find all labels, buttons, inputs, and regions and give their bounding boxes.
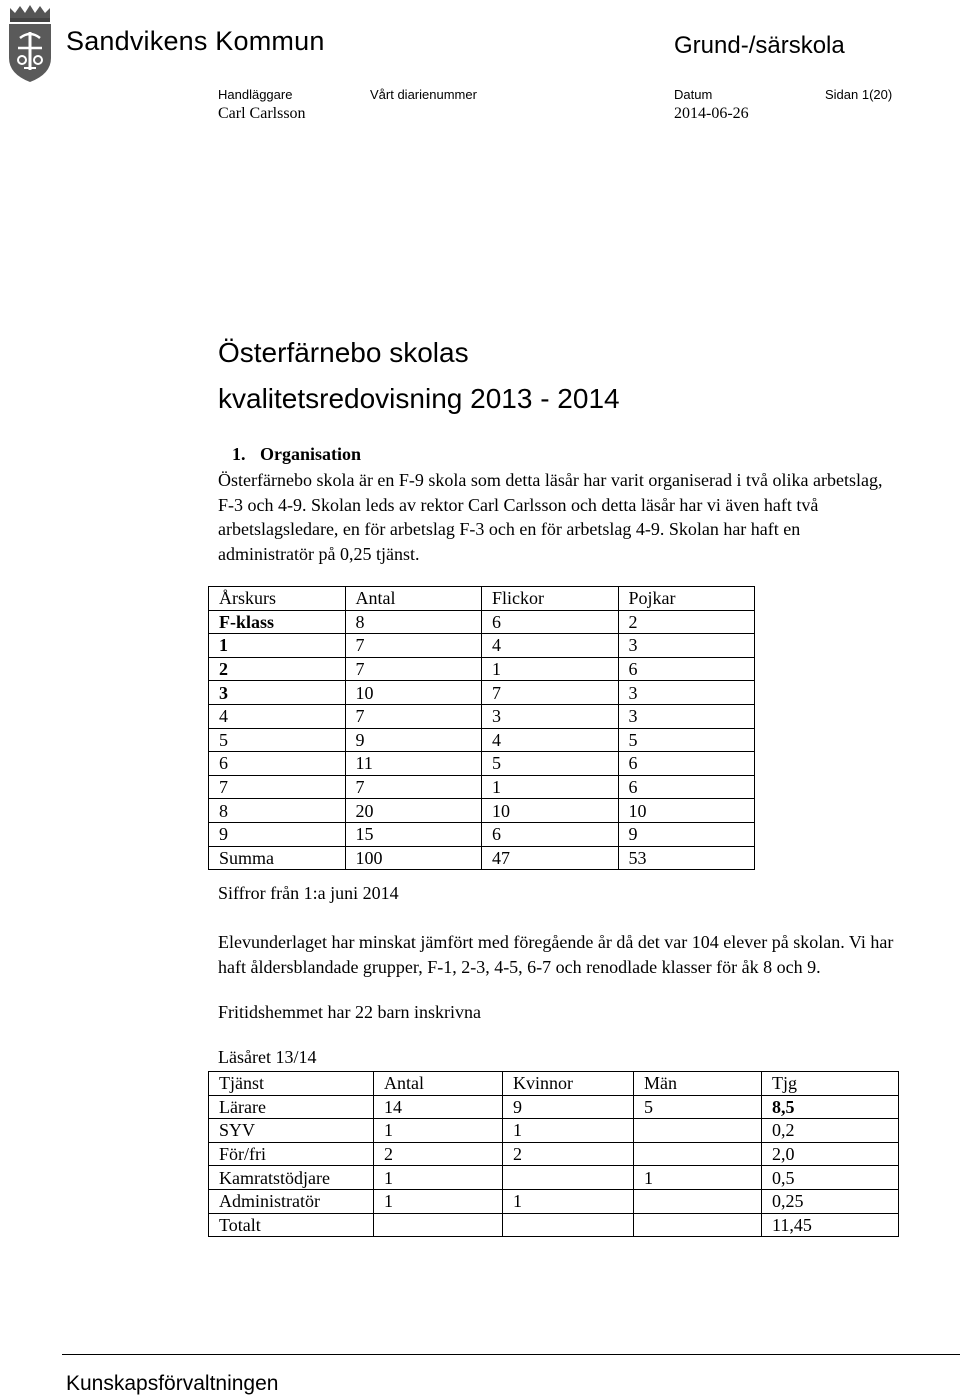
table-row: [209, 610, 755, 634]
table-cell: 6: [618, 775, 755, 799]
table-cell: 53: [618, 846, 755, 870]
table-cell: 5: [482, 752, 619, 776]
table-cell: F-klass: [209, 610, 346, 634]
coat-of-arms-icon: [6, 4, 54, 84]
table-cell: [634, 1142, 762, 1166]
table-cell: 15: [345, 822, 482, 846]
fritids-paragraph: Fritidshemmet har 22 barn inskrivna: [218, 1002, 481, 1022]
table-cell: 4: [482, 728, 619, 752]
table-cell: 3: [618, 634, 755, 658]
table-row: [209, 1213, 899, 1237]
table-cell: 0,25: [762, 1189, 899, 1213]
table-row: [209, 1142, 899, 1166]
table-cell: 2: [209, 657, 346, 681]
table-header-row: [209, 587, 755, 611]
table-cell: [503, 1166, 634, 1190]
table-cell: 3: [482, 704, 619, 728]
table-header-cell: Tjänst: [209, 1072, 374, 1096]
table-cell: 7: [482, 681, 619, 705]
table-cell: Administratör: [209, 1189, 374, 1213]
meta-label-diarienummer: Vårt diarienummer: [370, 87, 477, 102]
table-cell: 9: [209, 822, 346, 846]
table-cell: 100: [345, 846, 482, 870]
table-cell: 7: [345, 634, 482, 658]
table-row: [209, 704, 755, 728]
students-table: [208, 586, 755, 870]
enrollment-paragraph: Elevunderlaget har minskat jämfört med föregående år då det var 104 elever på skolan. Vi har haft åldersblandade grupper, F-1, 2-3, 4-5, 6-7 och renodlade klasser för åk 8 och 9.: [218, 932, 894, 977]
meta-value-handlaggare: Carl Carlsson: [218, 105, 306, 122]
table-row: [209, 728, 755, 752]
table-cell: 1: [634, 1166, 762, 1190]
table-cell: 2: [374, 1142, 503, 1166]
table-cell: 9: [345, 728, 482, 752]
table-header-cell: Flickor: [482, 587, 619, 611]
table-cell: 1: [374, 1189, 503, 1213]
table-cell: 8: [345, 610, 482, 634]
table-cell: Kamratstödjare: [209, 1166, 374, 1190]
students-table-note: Siffror från 1:a juni 2014: [218, 883, 399, 903]
table-cell: 6: [482, 822, 619, 846]
table-row: [209, 1119, 899, 1143]
table-header-row: [209, 1072, 899, 1096]
document-title-line-1: Österfärnebo skolas: [218, 337, 469, 368]
table-cell: 7: [209, 775, 346, 799]
table-row: [209, 681, 755, 705]
meta-value-datum: 2014-06-26: [674, 105, 749, 122]
table-row: [209, 1189, 899, 1213]
table-cell: 6: [482, 610, 619, 634]
page-number: Sidan 1(20): [825, 87, 893, 102]
table-header-cell: Kvinnor: [503, 1072, 634, 1096]
staff-table-caption: Läsåret 13/14: [218, 1047, 317, 1067]
department-title: Grund-/särskola: [674, 32, 845, 59]
table-cell: 2: [503, 1142, 634, 1166]
section-number: 1.: [232, 444, 246, 464]
table-cell: 11: [345, 752, 482, 776]
table-cell: 10: [618, 799, 755, 823]
table-cell: Lärare: [209, 1095, 374, 1119]
table-cell: 2: [618, 610, 755, 634]
table-cell: 1: [503, 1189, 634, 1213]
table-row: [209, 846, 755, 870]
footer-divider: [62, 1354, 960, 1355]
table-cell: 0,5: [762, 1166, 899, 1190]
document-title-line-2: kvalitetsredovisning 2013 - 2014: [218, 383, 620, 414]
table-cell: 8: [209, 799, 346, 823]
table-cell: 1: [482, 775, 619, 799]
table-header-cell: Antal: [345, 587, 482, 611]
table-cell: [503, 1213, 634, 1237]
table-cell: 6: [209, 752, 346, 776]
table-cell: 14: [374, 1095, 503, 1119]
section-heading: [218, 444, 361, 465]
table-header-cell: Tjg: [762, 1072, 899, 1096]
table-cell: 2,0: [762, 1142, 899, 1166]
table-cell: [634, 1213, 762, 1237]
table-cell: För/fri: [209, 1142, 374, 1166]
table-cell: 10: [345, 681, 482, 705]
table-cell: 47: [482, 846, 619, 870]
table-cell: 5: [634, 1095, 762, 1119]
table-cell: [374, 1213, 503, 1237]
table-cell: 9: [618, 822, 755, 846]
table-cell: 1: [482, 657, 619, 681]
meta-label-datum: Datum: [674, 87, 713, 102]
table-header-cell: Män: [634, 1072, 762, 1096]
table-cell: 11,45: [762, 1213, 899, 1237]
table-cell: 3: [618, 681, 755, 705]
table-cell: 8,5: [762, 1095, 899, 1119]
table-cell: 3: [618, 704, 755, 728]
table-cell: Summa: [209, 846, 346, 870]
meta-label-handlaggare: Handläggare: [218, 87, 293, 102]
table-row: [209, 752, 755, 776]
table-cell: 7: [345, 775, 482, 799]
table-cell: 10: [482, 799, 619, 823]
table-cell: 1: [374, 1166, 503, 1190]
table-cell: 0,2: [762, 1119, 899, 1143]
table-cell: 5: [618, 728, 755, 752]
table-row: [209, 1166, 899, 1190]
table-row: [209, 775, 755, 799]
table-header-cell: Pojkar: [618, 587, 755, 611]
table-cell: 7: [345, 657, 482, 681]
table-cell: 3: [209, 681, 346, 705]
table-header-cell: Årskurs: [209, 587, 346, 611]
table-row: [209, 799, 755, 823]
table-cell: [634, 1119, 762, 1143]
table-cell: 1: [503, 1119, 634, 1143]
table-cell: 7: [345, 704, 482, 728]
table-cell: 20: [345, 799, 482, 823]
table-row: [209, 822, 755, 846]
table-cell: 4: [209, 704, 346, 728]
table-header-cell: Antal: [374, 1072, 503, 1096]
table-cell: SYV: [209, 1119, 374, 1143]
table-cell: 4: [482, 634, 619, 658]
table-cell: 1: [374, 1119, 503, 1143]
table-cell: 1: [209, 634, 346, 658]
table-cell: 6: [618, 752, 755, 776]
footer-text: Kunskapsförvaltningen: [66, 1372, 279, 1395]
section-title: Organisation: [260, 444, 362, 464]
table-row: [209, 1095, 899, 1119]
table-cell: 6: [618, 657, 755, 681]
organisation-paragraph: Österfärnebo skola är en F-9 skola som detta läsår har varit organiserad i två olika arbetslag, F-3 och 4-9. Skolan leds av rektor Carl Carlsson och detta läsår har vi även haft två arbetslagsledare, en för arbetslag F-3 och en för arbetslag 4-9. Skolan har haft en administratör på 0,25 tjänst.: [218, 470, 883, 564]
table-cell: Totalt: [209, 1213, 374, 1237]
table-cell: 9: [503, 1095, 634, 1119]
table-row: [209, 657, 755, 681]
table-cell: [634, 1189, 762, 1213]
document-title: [218, 330, 620, 422]
staff-table: [208, 1071, 899, 1237]
table-cell: 5: [209, 728, 346, 752]
table-row: [209, 634, 755, 658]
organization-name: Sandvikens Kommun: [66, 26, 325, 56]
